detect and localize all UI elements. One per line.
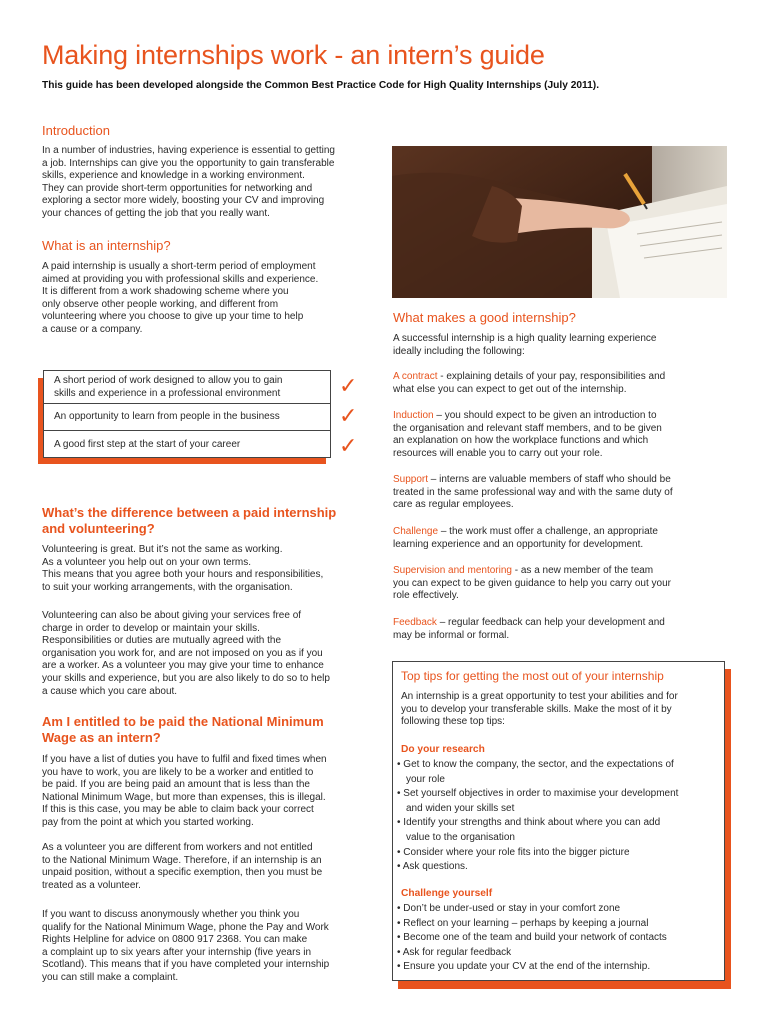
text-line: Identify your strengths and think about where you can add [403, 817, 661, 829]
text-line: you can still make a complaint. [42, 971, 179, 983]
heading-line: and volunteering? [42, 521, 155, 536]
text-line: value to the organisation [406, 831, 515, 843]
text-line: Ensure you update your CV at the end of the internship. [403, 961, 651, 973]
good-item-induction [393, 410, 662, 460]
text-line: the organisation and relevant staff members, and to be given [393, 422, 662, 434]
introduction-heading: Introduction [42, 123, 110, 138]
difference-text-1 [42, 544, 378, 594]
list-item [397, 860, 678, 875]
list-item [397, 946, 667, 961]
text-line: volunteering where you choose to give up your time to help [42, 311, 304, 323]
text-line: Become one of the team and build your network of contacts [403, 932, 667, 944]
text-line: An internship is a great opportunity to test your abilities and for [401, 691, 678, 702]
good-item-support [393, 474, 673, 512]
research-heading: Do your research [401, 744, 485, 755]
text-line: a complaint up to six years after your internship (five years in [42, 946, 312, 958]
text-line: National Minimum Wage, but more than expenses, this is illegal. [42, 791, 326, 803]
item-term: Feedback [393, 617, 437, 628]
text-line: - as a new member of the team [511, 565, 654, 576]
text-line: If you have a list of duties you have to fulfil and fixed times when [42, 754, 327, 765]
text-line: you have to work, you are likely to be a worker and entitled to [42, 766, 314, 778]
heading-line: Wage as an intern? [42, 730, 161, 745]
heading-line: Am I entitled to be paid the National Minimum [42, 714, 324, 729]
text-line: may be informal or formal. [393, 629, 510, 641]
good-item-supervision [393, 565, 671, 603]
checkmark-icon: ✓ [339, 434, 358, 459]
checklist-item-text [54, 375, 322, 400]
list-item [397, 960, 667, 975]
text-line: you can expect to be given guidance to help you carry out your [393, 577, 671, 589]
list-item [397, 902, 667, 917]
item-term: A contract [393, 371, 438, 382]
text-line: to suit your working arrangements, with the organisation. [42, 581, 293, 593]
checklist-item [44, 371, 330, 404]
bullet-icon: • [397, 759, 401, 770]
good-internship-intro [393, 333, 657, 358]
nmw-text-3 [42, 909, 378, 985]
text-line: A successful internship is a high quality learning experience [393, 333, 657, 344]
text-line: This means that you agree both your hours and responsibilities, [42, 569, 324, 581]
nmw-text-2 [42, 842, 378, 892]
good-item-contract [393, 371, 665, 396]
list-item [397, 787, 678, 802]
text-line: an explanation on how the workplace functions and which [393, 435, 649, 447]
checklist-item-text: A good first step at the start of your career [54, 439, 241, 450]
text-line: skills and experience in a professional environment [54, 387, 281, 399]
bullet-icon: • [397, 917, 401, 929]
item-term: Supervision and mentoring [393, 565, 512, 576]
text-line: you to develop your transferable skills. Make the most of it by [401, 703, 672, 715]
text-line: – regular feedback can help your development and [436, 617, 665, 628]
bullet-icon: • [397, 946, 401, 958]
photo-illustration [392, 146, 727, 298]
difference-heading [42, 505, 336, 537]
text-line: treated as a volunteer. [42, 879, 141, 891]
challenge-list [397, 902, 667, 975]
bullet-icon: • [397, 903, 401, 914]
text-line: qualify for the National Minimum Wage, phone the Pay and Work [42, 921, 329, 933]
text-line: only observe other people working, and different from [42, 298, 279, 310]
text-line: unpaid position, without a specific exemption, then you must be [42, 867, 323, 879]
text-line: A paid internship is usually a short-term period of employment [42, 261, 316, 272]
nmw-heading [42, 714, 324, 746]
intern-writing-photo [392, 146, 727, 298]
bullet-icon: • [397, 788, 401, 800]
text-line: charge in order to develop or maintain your skills. [42, 622, 260, 634]
text-line: Scotland). This means that if you have completed your internship [42, 959, 330, 971]
text-line: your role [406, 773, 445, 785]
text-line: resources will enable you to carry out your role. [393, 447, 603, 459]
good-item-challenge [393, 526, 658, 551]
list-item [397, 917, 667, 932]
checklist-item [44, 431, 330, 458]
text-line: A short period of work designed to allow you to gain [54, 375, 283, 386]
text-line: Ask for regular feedback [402, 946, 512, 958]
text-line: care as regular employees. [393, 499, 514, 511]
page-subtitle: This guide has been developed alongside the Common Best Practice Code for High Quality Internships (July 2011). [42, 80, 600, 91]
checklist-box [43, 370, 331, 458]
top-tips-title: Top tips for getting the most out of your internship [401, 669, 664, 683]
checklist-item-text: An opportunity to learn from people in the business [54, 411, 280, 422]
text-line: Volunteering can also be about giving your services free of [42, 610, 302, 621]
introduction-text [42, 145, 378, 221]
text-line: Get to know the company, the sector, and the expectations of [403, 759, 674, 770]
text-line: your skills and experience, but you are also likely to do so to help [42, 672, 330, 684]
text-line: – interns are valuable members of staff who should be [428, 474, 671, 485]
text-line: a job. Internships can give you the opportunity to gain transferable [42, 157, 335, 169]
text-line: As a volunteer you are different from workers and not entitled [42, 842, 313, 853]
text-line: role effectively. [393, 590, 459, 602]
text-line: ideally including the following: [393, 345, 525, 357]
checklist-item [44, 404, 330, 431]
text-line: learning experience and an opportunity for development. [393, 538, 644, 550]
text-line: your chances of getting the job that you really want. [42, 207, 270, 219]
text-line: If you want to discuss anonymously whether you think you [42, 909, 300, 920]
text-line: aimed at providing you with professional skills and experience. [42, 273, 319, 285]
good-item-feedback [393, 617, 665, 642]
text-line: Don’t be under-used or stay in your comfort zone [403, 903, 621, 914]
text-line: Rights Helpline for advice on 0800 917 2368. You can make [42, 934, 308, 946]
good-internship-heading: What makes a good internship? [393, 310, 576, 325]
text-line: Consider where your role fits into the bigger picture [403, 846, 630, 858]
text-line: a cause or a company. [42, 323, 143, 335]
heading-line: What’s the difference between a paid internship [42, 505, 337, 520]
bullet-icon: • [397, 961, 401, 973]
text-line: organisation you work for, and are not imposed on you as if you [42, 647, 323, 659]
page-title: Making internships work - an intern’s guide [42, 40, 545, 70]
text-line: following these top tips: [401, 716, 505, 728]
what-is-heading: What is an internship? [42, 238, 171, 253]
text-line: Volunteering is great. But it’s not the same as working. [42, 544, 283, 555]
challenge-heading: Challenge yourself [401, 888, 493, 899]
text-line: Responsibilities or duties are mutually agreed with the [42, 635, 282, 647]
text-line: to the National Minimum Wage. Therefore, if an internship is an [42, 854, 322, 866]
checkmark-icon: ✓ [339, 404, 358, 429]
text-line: - explaining details of your pay, responsibilities and [437, 371, 666, 382]
text-line: pay from the point at which you started working. [42, 816, 254, 828]
text-line: Ask questions. [402, 861, 468, 873]
text-line: skills, experience and knowledge in a working environment. [42, 170, 305, 182]
text-line: treated in the same professional way and with the same duty of [393, 486, 673, 498]
text-line: Set yourself objectives in order to maximise your development [403, 788, 679, 800]
difference-text-2 [42, 610, 378, 698]
text-line: exploring a sector more widely, boosting your CV and improving [42, 195, 325, 207]
checkmark-icon: ✓ [339, 374, 358, 399]
text-line: be paid. If you are being paid an amount that is less than the [42, 779, 310, 791]
research-list [397, 758, 678, 875]
text-line: – the work must offer a challenge, an appropriate [438, 526, 658, 537]
list-item [397, 758, 678, 773]
list-item [397, 931, 667, 946]
bullet-icon: • [397, 817, 401, 829]
text-line: what else you can expect to get out of the internship. [393, 383, 627, 395]
text-line: – you should expect to be given an introduction to [433, 410, 657, 421]
text-line: are a worker. As a volunteer you may give your time to enhance [42, 660, 324, 672]
text-line: They can provide short-term opportunities for networking and [42, 182, 313, 194]
text-line: In a number of industries, having experience is essential to getting [42, 145, 335, 156]
top-tips-intro [401, 691, 678, 729]
text-line: If this is this case, you may be able to claim back your correct [42, 804, 314, 816]
nmw-text-1 [42, 754, 378, 830]
bullet-icon: • [397, 932, 401, 944]
list-item [397, 846, 678, 861]
text-line: It is different from a work shadowing scheme where you [42, 286, 289, 298]
bullet-icon: • [397, 861, 401, 873]
text-line: and widen your skills set [406, 802, 515, 814]
item-term: Challenge [393, 526, 439, 537]
list-item [397, 816, 678, 831]
item-term: Induction [393, 410, 434, 421]
text-line: As a volunteer you help out on your own terms. [42, 556, 252, 568]
item-term: Support [393, 474, 429, 485]
text-line: a cause which you care about. [42, 685, 178, 697]
text-line: Reflect on your learning – perhaps by keeping a journal [403, 917, 649, 929]
bullet-icon: • [397, 846, 401, 858]
what-is-text [42, 261, 378, 337]
